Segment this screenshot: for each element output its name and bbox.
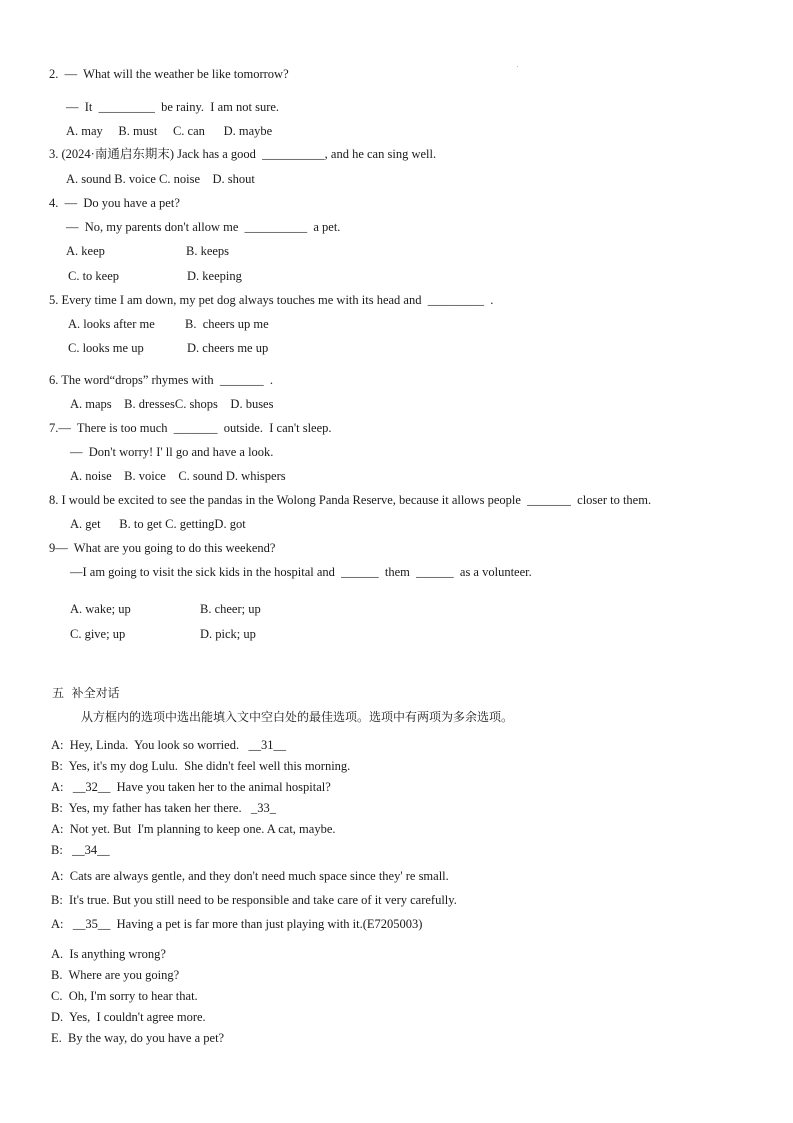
q4-option-a: A. keep <box>66 244 105 258</box>
q5-option-d: D. cheers me up <box>187 341 269 355</box>
q4-answer-line: — No, my parents don't allow me __________ a pet. <box>66 220 341 234</box>
choice-item: D. Yes, I couldn't agree more. <box>51 1010 206 1024</box>
dialogue-line: A: Not yet. But I'm planning to keep one. A cat, maybe. <box>51 822 336 836</box>
q5-option-c: C. looks me up <box>68 341 144 355</box>
q2-options: A. may B. must C. can D. maybe <box>66 124 273 138</box>
q9-option-c: C. give; up <box>70 627 126 641</box>
dialogue-line: B: Yes, it's my dog Lulu. She didn't feel well this morning. <box>51 759 351 773</box>
q5-option-a: A. looks after me <box>68 317 155 331</box>
q9-option-a: A. wake; up <box>70 602 131 616</box>
q9-option-b: B. cheer; up <box>200 602 261 616</box>
q9-answer-line: —I am going to visit the sick kids in the hospital and ______ them ______ as a volunteer. <box>70 565 532 579</box>
dialogue-line: B: Yes, my father has taken her there. _33_ <box>51 801 276 815</box>
choice-item: B. Where are you going? <box>51 968 180 982</box>
dialogue-line: A: __32__ Have you taken her to the animal hospital? <box>51 780 331 794</box>
q2-stem: 2. — What will the weather be like tomorrow? <box>49 67 289 81</box>
q6-options: A. maps B. dressesC. shops D. buses <box>70 397 274 411</box>
stray-dot <box>517 66 518 67</box>
q8-stem: 8. I would be excited to see the pandas in the Wolong Panda Reserve, because it allows people _______ closer to them. <box>49 493 652 507</box>
q9-option-d: D. pick; up <box>200 627 256 641</box>
dialogue-line: A: __35__ Having a pet is far more than just playing with it.(E7205003) <box>51 917 423 931</box>
q4-stem: 4. — Do you have a pet? <box>49 196 180 210</box>
q4-option-c: C. to keep <box>68 269 120 283</box>
choice-item: A. Is anything wrong? <box>51 947 166 961</box>
q6-stem: 6. The word“drops” rhymes with _______ . <box>49 373 274 387</box>
q7-reply: — Don't worry! I' ll go and have a look. <box>70 445 274 459</box>
q3-stem: 3. (2024·南通启东期末) Jack has a good __________, and he can sing well. <box>49 147 437 161</box>
choice-item: E. By the way, do you have a pet? <box>51 1031 225 1045</box>
section-heading: 五 补全对话 <box>52 686 120 700</box>
q4-option-d: D. keeping <box>187 269 242 283</box>
q7-stem: 7.— There is too much _______ outside. I can't sleep. <box>49 421 332 435</box>
dialogue-line: B: __34__ <box>51 843 110 857</box>
q5-option-b: B. cheers up me <box>185 317 269 331</box>
section-instruction: 从方框内的选项中选出能填入文中空白处的最佳选项。选项中有两项为多余选项。 <box>81 710 514 724</box>
q2-answer-line: — It _________ be rainy. I am not sure. <box>66 100 280 114</box>
q5-stem: 5. Every time I am down, my pet dog always touches me with its head and _________ . <box>49 293 494 307</box>
q4-option-b: B. keeps <box>186 244 230 258</box>
dialogue-line: A: Cats are always gentle, and they don't need much space since they' re small. <box>51 869 449 883</box>
q9-stem: 9— What are you going to do this weekend? <box>49 541 276 555</box>
q3-options: A. sound B. voice C. noise D. shout <box>66 172 255 186</box>
q7-options: A. noise B. voice C. sound D. whispers <box>70 469 286 483</box>
dialogue-line: A: Hey, Linda. You look so worried. __31__ <box>51 738 286 752</box>
choice-item: C. Oh, I'm sorry to hear that. <box>51 989 198 1003</box>
q8-options: A. get B. to get C. gettingD. got <box>70 517 246 531</box>
dialogue-line: B: It's true. But you still need to be responsible and take care of it very carefully. <box>51 893 457 907</box>
